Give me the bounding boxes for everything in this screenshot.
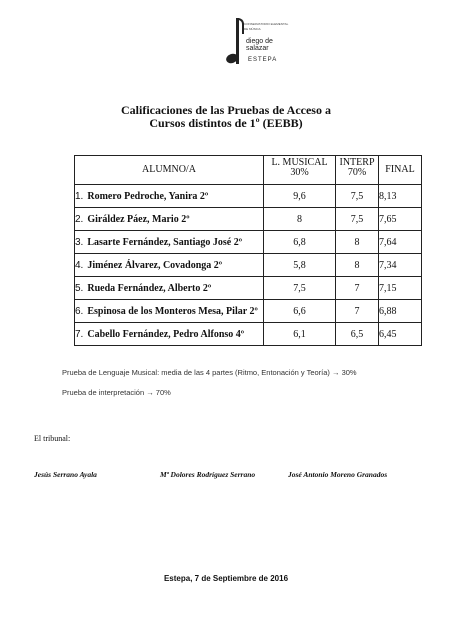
title-line2: Cursos distintos de 1º (EEBB) (149, 116, 303, 130)
row-number: 1. (75, 190, 84, 202)
row-number: 3. (75, 236, 84, 248)
table-header-row (75, 156, 422, 185)
final-score: 7,34 (379, 254, 422, 277)
table-row (75, 254, 422, 277)
final-score: 7,64 (379, 231, 422, 254)
interp-score: 7,5 (336, 208, 379, 231)
logo-city: ESTEPA (248, 57, 278, 63)
header-interp-pct: 70% (347, 167, 367, 178)
table-row (75, 277, 422, 300)
table-row (75, 208, 422, 231)
logo-line2: DE MÚSICA (244, 27, 261, 31)
student-name: Lasarte Fernández, Santiago José 2º (87, 236, 243, 248)
logo-line1: CONSERVATORIO ELEMENTAL (244, 22, 289, 26)
grades-table (74, 155, 422, 346)
tribunal-label: El tribunal: (34, 434, 71, 443)
header-lm (264, 156, 336, 185)
document-date: Estepa, 7 de Septiembre de 2016 (163, 574, 289, 583)
tribunal-member: Jesús Serrano Ayala (34, 470, 97, 479)
table-row (75, 185, 422, 208)
lm-score: 6,6 (264, 300, 336, 323)
tribunal-member: José Antonio Moreno Granados (288, 470, 388, 479)
interp-score: 8 (336, 254, 379, 277)
student-cell (75, 300, 264, 323)
interp-score: 6,5 (336, 323, 379, 346)
interp-score: 7 (336, 300, 379, 323)
conservatory-logo (222, 14, 292, 74)
lm-score: 7,5 (264, 277, 336, 300)
row-number: 2. (75, 213, 84, 225)
interp-score: 7,5 (336, 185, 379, 208)
student-cell (75, 208, 264, 231)
lm-score: 6,1 (264, 323, 336, 346)
table-row (75, 323, 422, 346)
document-title (0, 104, 452, 130)
final-score: 6,88 (379, 300, 422, 323)
student-name: Rueda Fernández, Alberto 2º (87, 282, 212, 294)
student-name: Espinosa de los Monteros Mesa, Pilar 2º (87, 305, 258, 317)
row-number: 4. (75, 259, 84, 271)
note-interp: Prueba de interpretación → 70% (62, 388, 171, 397)
row-number: 6. (75, 305, 84, 317)
student-name: Cabello Fernández, Pedro Alfonso 4º (87, 328, 245, 340)
interp-score: 8 (336, 231, 379, 254)
table-row (75, 300, 422, 323)
header-student: ALUMNO/A (75, 156, 264, 185)
logo-name-line2: salazar (246, 45, 269, 52)
final-score: 6,45 (379, 323, 422, 346)
interp-score: 7 (336, 277, 379, 300)
student-name: Giráldez Páez, Mario 2º (87, 213, 190, 225)
row-number: 5. (75, 282, 84, 294)
header-final: FINAL (379, 156, 422, 185)
row-number: 7. (75, 328, 84, 340)
student-cell (75, 231, 264, 254)
lm-score: 8 (264, 208, 336, 231)
final-score: 7,65 (379, 208, 422, 231)
student-name: Romero Pedroche, Yanira 2º (87, 190, 209, 202)
lm-score: 5,8 (264, 254, 336, 277)
header-lm-label: L. MUSICAL (271, 157, 328, 168)
table-row (75, 231, 422, 254)
tribunal-member: Mª Dolores Rodríguez Serrano (160, 470, 256, 479)
student-cell (75, 254, 264, 277)
header-interp-label: INTERP (339, 157, 375, 168)
header-lm-pct: 30% (290, 167, 309, 178)
student-cell (75, 323, 264, 346)
note-lm: Prueba de Lenguaje Musical: media de las 4 partes (Ritmo, Entonación y Teoría) → 30% (62, 368, 357, 377)
student-name: Jiménez Álvarez, Covadonga 2º (87, 259, 223, 271)
final-score: 8,13 (379, 185, 422, 208)
header-interp (336, 156, 379, 185)
lm-score: 9,6 (264, 185, 336, 208)
student-cell (75, 185, 264, 208)
logo-name-line1: diego de (246, 38, 273, 45)
final-score: 7,15 (379, 277, 422, 300)
logo-note-flag (236, 18, 244, 34)
lm-score: 6,8 (264, 231, 336, 254)
student-cell (75, 277, 264, 300)
title-line1: Calificaciones de las Pruebas de Acceso a (121, 103, 331, 117)
